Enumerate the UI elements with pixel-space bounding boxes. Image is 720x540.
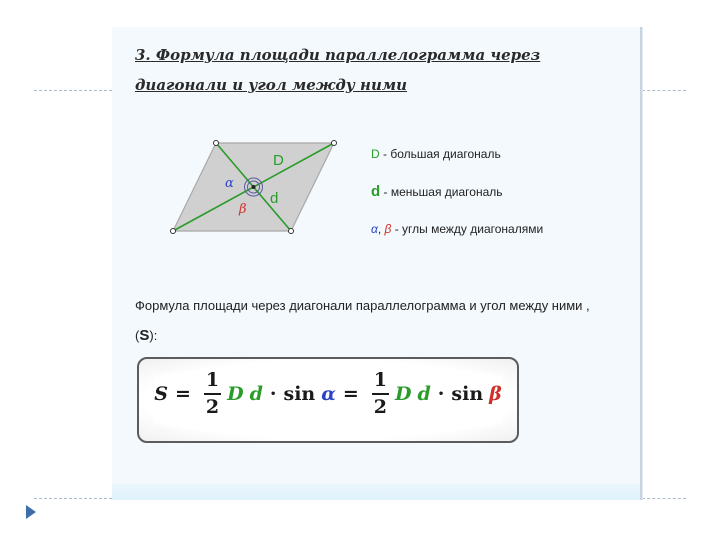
legend-D-text: - большая диагональ xyxy=(379,147,501,161)
label-major-diagonal: D xyxy=(273,152,284,169)
vertex-bottom-left xyxy=(171,229,176,234)
content-panel-footer xyxy=(112,484,640,500)
legend-minor-diagonal xyxy=(371,183,503,200)
decor-dashed-line-right-bottom xyxy=(642,498,686,499)
formula-fraction-1 xyxy=(204,371,221,417)
vertex-bottom-right xyxy=(289,229,294,234)
legend-angles-text: - углы между диагоналями xyxy=(391,222,544,236)
formula-eq2: = xyxy=(342,383,359,405)
fraction-1-denominator: 2 xyxy=(205,396,220,418)
formula-dot1: · xyxy=(269,383,277,405)
legend-alpha-symbol: α xyxy=(371,222,378,236)
slide-bullet-arrow-icon xyxy=(26,505,36,519)
decor-dashed-line-right-top xyxy=(642,90,686,91)
slide-title xyxy=(135,40,635,100)
description-tail: ): xyxy=(149,328,158,343)
decor-dashed-line-left-top xyxy=(34,90,112,91)
formula-d1: d xyxy=(249,383,263,405)
formula-beta: β xyxy=(489,383,502,405)
decor-dashed-line-left-bottom xyxy=(34,498,112,499)
formula-alpha: α xyxy=(321,383,336,405)
formula-box xyxy=(137,357,519,443)
legend-d-symbol: d xyxy=(371,183,381,200)
label-beta: β xyxy=(239,202,247,217)
formula-sin1: sin xyxy=(283,383,316,405)
area-formula xyxy=(139,371,517,417)
parallelogram-diagram xyxy=(160,135,360,240)
formula-dot2: · xyxy=(437,383,445,405)
title-text: Формула площади параллелограмма через диагонали и угол между ними xyxy=(135,46,541,94)
legend-d-text: - меньшая диагональ xyxy=(380,185,503,199)
fraction-2-denominator: 2 xyxy=(373,396,388,418)
formula-sin2: sin xyxy=(451,383,484,405)
intersection-point xyxy=(252,185,256,189)
label-minor-diagonal: d xyxy=(270,190,279,207)
formula-D1: D xyxy=(227,383,244,405)
formula-eq1: = xyxy=(174,383,191,405)
formula-d2: d xyxy=(417,383,431,405)
formula-description xyxy=(135,291,605,351)
description-symbol: S xyxy=(139,327,150,344)
fraction-2-numerator: 1 xyxy=(372,371,389,395)
formula-S: S xyxy=(154,383,168,405)
label-alpha: α xyxy=(225,176,234,191)
legend-comma: , xyxy=(377,222,385,236)
title-number: 3. xyxy=(135,46,151,64)
description-text: Формула площади через диагонали параллелограмма и угол между ними , ( xyxy=(135,298,590,343)
formula-fraction-2 xyxy=(372,371,389,417)
formula-D2: D xyxy=(395,383,412,405)
legend-D-symbol: D xyxy=(371,147,380,161)
fraction-1-numerator: 1 xyxy=(204,371,221,395)
legend-beta-symbol: β xyxy=(384,222,392,236)
legend-angles xyxy=(371,222,543,236)
vertex-top-right xyxy=(332,141,337,146)
vertex-top-left xyxy=(214,141,219,146)
legend-major-diagonal xyxy=(371,147,501,161)
